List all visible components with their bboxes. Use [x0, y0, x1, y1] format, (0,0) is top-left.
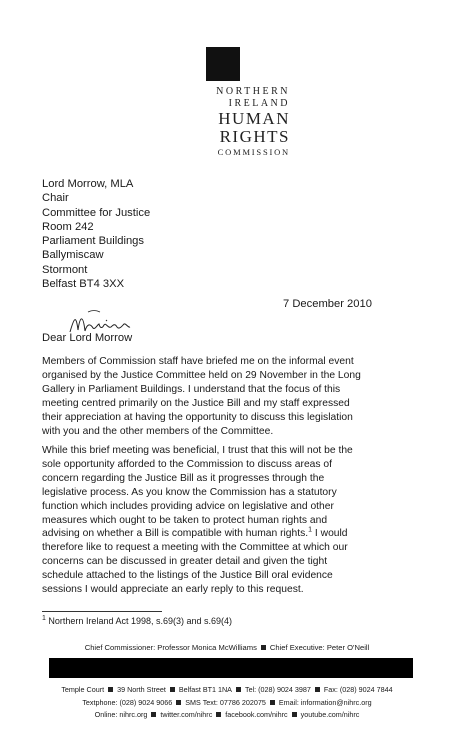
text-line: Members of Commission staff have briefed me on the informal event: [42, 356, 354, 367]
text-line: therefore like to request a meeting with the Committee at which our: [42, 542, 348, 554]
footer-item: Textphone: (028) 9024 9066: [82, 697, 173, 707]
text-line: sessions I would appreciate an early reply to this request.: [42, 584, 304, 596]
organisation-name: [150, 86, 290, 158]
address-line: Belfast BT4 3XX: [42, 278, 125, 291]
text-line: Gallery in Parliament Buildings. I understand that the focus of this: [42, 383, 341, 395]
text-line: While this brief meeting was beneficial, I trust that this will not be the: [42, 445, 353, 456]
footer-item: SMS Text: 07786 202075: [185, 697, 266, 707]
text-line: function which includes providing advice on legislative and other: [42, 500, 334, 512]
letter-date: 7 December 2010: [283, 298, 372, 310]
square-bullet-icon: [261, 645, 266, 650]
square-bullet-icon: [108, 687, 113, 692]
footer-address-line: [0, 684, 454, 697]
square-bullet-icon: [236, 687, 241, 692]
text-segment: advising on whether a Bill is compatible with human rights.: [42, 528, 309, 540]
square-bullet-icon: [151, 712, 156, 717]
square-bullet-icon: [176, 700, 181, 705]
text-line: legislative process. As you know the Commission has a statutory: [42, 486, 337, 498]
text-line: schedule attached to the listings of the Justice Bill oral evidence: [42, 570, 333, 582]
footer-item: 39 North Street: [117, 685, 166, 694]
footer-item: facebook.com/nihrc: [225, 710, 288, 719]
address-line: Ballymiscaw: [42, 249, 104, 262]
text-line: with you and the other members of the Committee.: [42, 425, 274, 437]
address-line: Committee for Justice: [42, 206, 151, 219]
org-line-rights: RIGHTS: [219, 127, 290, 146]
footer-contact-line: [0, 697, 454, 710]
logo-mark: [206, 47, 240, 81]
footer-item: Fax: (028) 9024 7844: [323, 685, 393, 694]
chief-commissioner: Chief Commissioner: Professor Monica McWilliams: [84, 643, 257, 652]
address-line: Stormont: [42, 263, 88, 276]
square-bullet-icon: [170, 687, 175, 692]
footnote-marker: 1: [42, 615, 46, 622]
org-line-northern: NORTHERN: [216, 86, 290, 97]
footer-contact: [0, 684, 454, 722]
address-line: Room 242: [42, 220, 94, 233]
address-line: Parliament Buildings: [42, 235, 144, 248]
footnote-text: Northern Ireland Act 1998, s.69(3) and s.69(4): [48, 616, 233, 626]
square-bullet-icon: [216, 712, 221, 717]
address-line: Chair: [42, 192, 69, 205]
text-line: concern regarding the Justice Bill as it progresses through the: [42, 472, 325, 484]
footnote-reference: 1: [308, 527, 313, 535]
text-line: meeting centred primarily on the Justice Bill and my staff expressed: [42, 397, 350, 409]
square-bullet-icon: [292, 712, 297, 717]
org-line-commission: COMMISSION: [217, 147, 290, 157]
footer-item: youtube.com/nihrc: [300, 710, 360, 719]
text-line: measures which ought to be taken to protect human rights and: [42, 514, 328, 526]
text-line: sole opportunity afforded to the Commission to discuss areas of: [42, 458, 332, 470]
footer-item: Online: nihrc.org: [94, 710, 148, 719]
footer-item: Email: information@nihrc.org: [278, 697, 372, 707]
footer-item: Tel: (028) 9024 3987: [244, 685, 311, 694]
square-bullet-icon: [315, 687, 320, 692]
chief-executive: Chief Executive: Peter O'Neill: [269, 643, 370, 652]
org-line-ireland: IRELAND: [228, 98, 290, 109]
footnote-divider: [42, 611, 162, 612]
footnote: [42, 616, 232, 626]
salutation: Dear Lord Morrow: [42, 332, 133, 344]
text-line: [42, 527, 442, 541]
body-paragraph-1: [42, 355, 442, 438]
square-bullet-icon: [270, 700, 275, 705]
text-segment: I would: [312, 528, 348, 540]
body-paragraph-2: [42, 444, 442, 597]
recipient-address: [42, 177, 150, 291]
footer-officers: [0, 643, 454, 652]
text-line: organised by the Justice Committee held on 29 November in the Long: [42, 369, 361, 381]
redaction-bar: [49, 658, 413, 678]
text-line: concerns can be discussed in greater detail and given the tight: [42, 556, 328, 568]
footer-item: Temple Court: [61, 685, 105, 694]
address-line: Lord Morrow, MLA: [42, 178, 134, 190]
footer-item: Belfast BT1 1NA: [178, 685, 232, 694]
footer-item: twitter.com/nihrc: [160, 710, 213, 719]
text-line: their appreciation at having the opportunity to discuss this legislation: [42, 411, 353, 423]
org-line-human: HUMAN: [218, 109, 290, 128]
footer-online-line: [0, 709, 454, 722]
